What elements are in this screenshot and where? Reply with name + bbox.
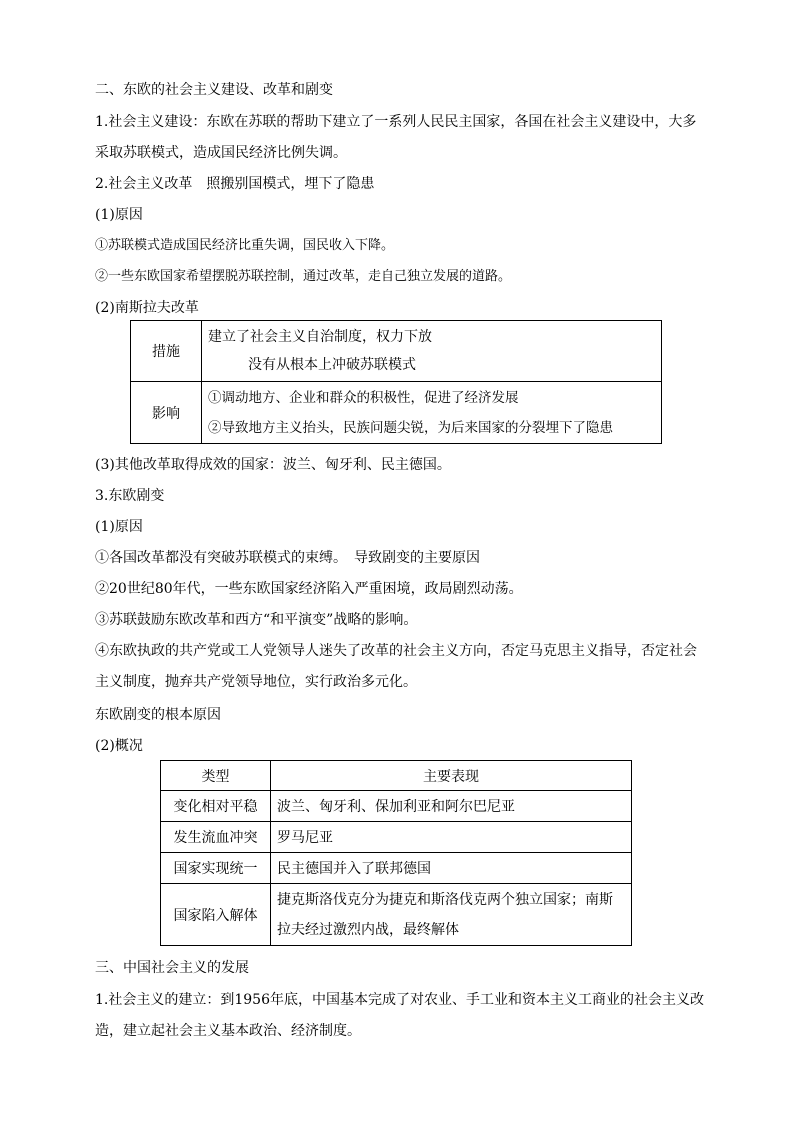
table-row — [161, 822, 632, 853]
upheaval-cause-title: (1)原因 — [95, 519, 143, 535]
upheaval-overview-table — [160, 760, 632, 946]
yugoslavia-reform-table — [130, 320, 662, 444]
row-detail: 捷克斯洛伐克分为捷克和斯洛伐克两个独立国家；南斯拉夫经过激烈内战，最终解体 — [271, 884, 632, 946]
yugoslavia-reform-title: (2)南斯拉夫改革 — [95, 300, 199, 316]
upheaval-overview-title: (2)概况 — [95, 738, 143, 754]
upheaval-cause-4-line1: ④东欧执政的共产党或工人党领导人迷失了改革的社会主义方向，否定马克思主义指导，否定社会 — [95, 643, 697, 659]
other-reform-countries: (3)其他改革取得成效的国家：波兰、匈牙利、民主德国。 — [95, 457, 451, 473]
section-heading-2: 二、东欧的社会主义建设、改革和剧变 — [95, 82, 333, 98]
measures-line-2: 没有从根本上冲破苏联模式 — [248, 357, 416, 373]
upheaval-cause-4-line2: 主义制度，抛弃共产党领导地位，实行政治多元化。 — [95, 674, 417, 690]
paragraph-construction-line1: 1.社会主义建设：东欧在苏联的帮助下建立了一系列人民民主国家，各国在社会主义建设中，大多 — [95, 114, 697, 130]
paragraph-reform: 2.社会主义改革 照搬别国模式，埋下了隐患 — [95, 176, 375, 192]
impact-cell — [202, 382, 662, 444]
column-header-type: 类型 — [161, 761, 271, 791]
upheaval-cause-3: ③苏联鼓励东欧改革和西方“和平演变”战略的影响。 — [95, 612, 418, 628]
impact-label: 影响 — [131, 382, 202, 444]
measures-line-1: 建立了社会主义自治制度，权力下放 — [208, 329, 432, 345]
reform-cause-1: ①苏联模式造成国民经济比重失调，国民收入下降。 — [95, 238, 395, 253]
column-header-detail: 主要表现 — [271, 761, 632, 791]
table-row — [161, 791, 632, 822]
table-row — [161, 853, 632, 884]
impact-line-1: ①调动地方、企业和群众的积极性，促进了经济发展 — [208, 389, 519, 406]
row-detail: 罗马尼亚 — [271, 822, 632, 853]
upheaval-root-cause: 东欧剧变的根本原因 — [95, 707, 221, 723]
section-heading-3: 三、中国社会主义的发展 — [95, 960, 249, 976]
table-row — [161, 884, 632, 946]
impact-line-2: ②导致地方主义抬头，民族问题尖锐，为后来国家的分裂埋下了隐患 — [208, 419, 613, 436]
row-type: 国家实现统一 — [161, 853, 271, 884]
reform-cause-2: ②一些东欧国家希望摆脱苏联控制，通过改革，走自己独立发展的道路。 — [95, 269, 512, 284]
upheaval-cause-1: ①各国改革都没有突破苏联模式的束缚。 导致剧变的主要原因 — [95, 550, 480, 566]
upheaval-cause-2: ②20世纪80年代，一些东欧国家经济陷入严重困境，政局剧烈动荡。 — [95, 581, 523, 597]
row-type: 发生流血冲突 — [161, 822, 271, 853]
row-detail: 波兰、匈牙利、保加利亚和阿尔巴尼亚 — [271, 791, 632, 822]
row-type: 国家陷入解体 — [161, 884, 271, 946]
paragraph-china-line2: 造，建立起社会主义基本政治、经济制度。 — [95, 1023, 361, 1039]
row-detail: 民主德国并入了联邦德国 — [271, 853, 632, 884]
measures-cell — [202, 321, 662, 382]
paragraph-upheaval: 3.东欧剧变 — [95, 488, 165, 504]
table-row — [131, 382, 662, 444]
table-row — [131, 321, 662, 382]
table-header-row — [161, 761, 632, 791]
paragraph-construction-line2: 采取苏联模式，造成国民经济比例失调。 — [95, 145, 347, 161]
row-type: 变化相对平稳 — [161, 791, 271, 822]
paragraph-china-line1: 1.社会主义的建立：到1956年底，中国基本完成了对农业、手工业和资本主义工商业的社会主义改 — [95, 992, 704, 1008]
measures-label: 措施 — [131, 321, 202, 382]
reform-cause-title: (1)原因 — [95, 207, 143, 223]
